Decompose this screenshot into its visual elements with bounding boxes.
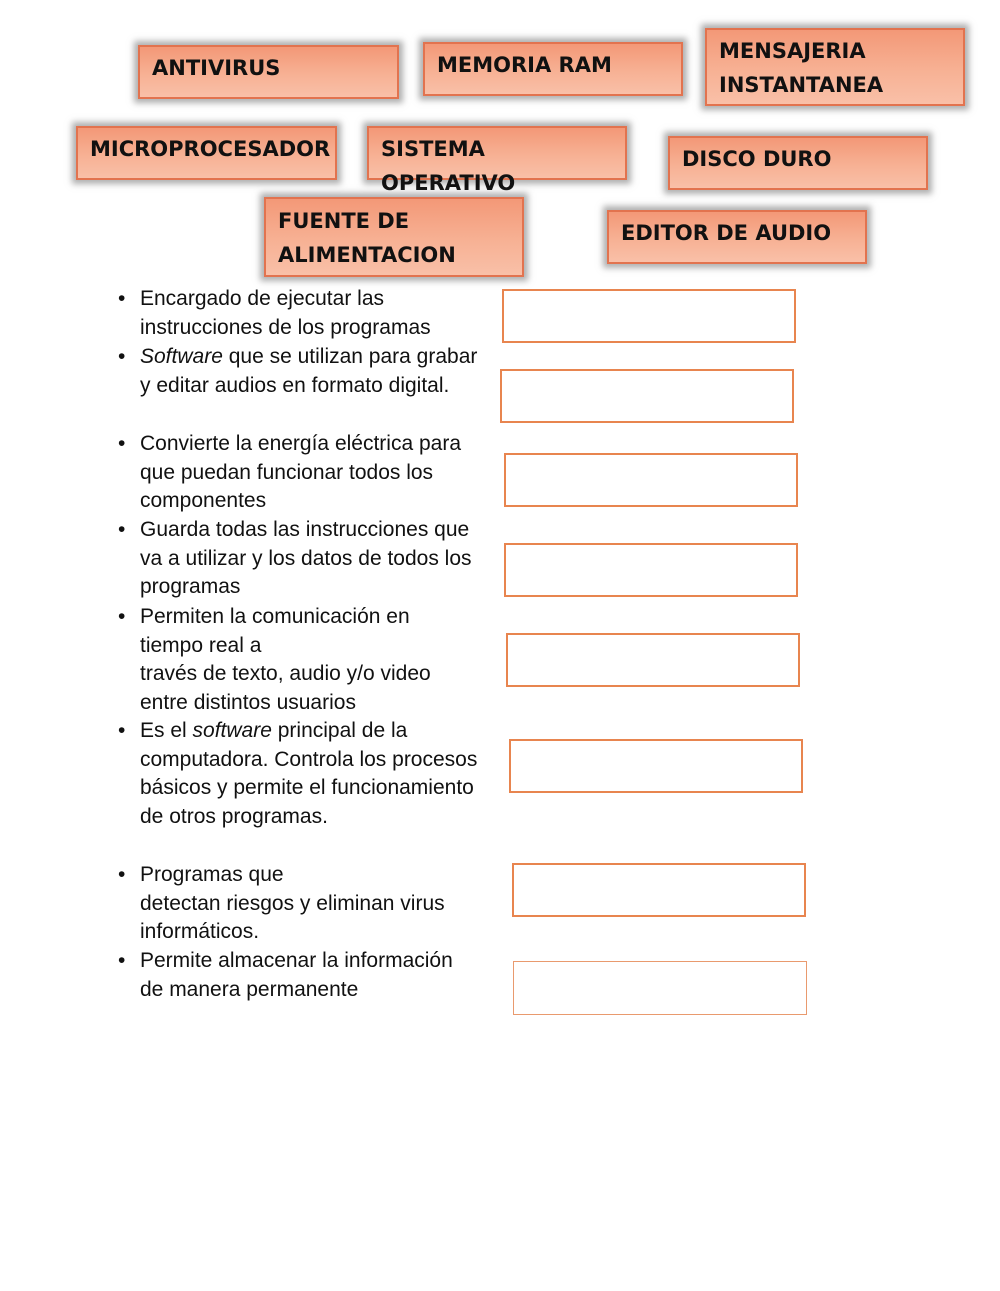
bullet: • xyxy=(118,863,126,886)
bullet: • xyxy=(118,518,126,541)
drop-box-5[interactable] xyxy=(506,633,800,687)
drop-box-6[interactable] xyxy=(509,739,803,793)
question-4 xyxy=(118,516,478,602)
drop-box-7[interactable] xyxy=(512,863,806,917)
tile-antivirus[interactable] xyxy=(138,45,399,99)
tile-memoria-ram[interactable] xyxy=(423,42,683,96)
question-2 xyxy=(118,343,478,400)
tile-label: MENSAJERIA INSTANTANEA xyxy=(719,39,884,97)
tile-editor-de-audio[interactable] xyxy=(607,210,867,264)
drop-box-1[interactable] xyxy=(502,289,796,343)
question-text: Convierte la energía eléctrica para que puedan funcionar todos los componentes xyxy=(140,432,462,513)
tile-label: MEMORIA RAM xyxy=(437,53,612,77)
question-5 xyxy=(118,603,478,717)
drop-box-4[interactable] xyxy=(504,543,798,597)
drop-box-8[interactable] xyxy=(513,961,807,1015)
bullet: • xyxy=(118,432,126,455)
tile-label: ANTIVIRUS xyxy=(152,56,281,80)
tile-mensajeria-instantanea[interactable] xyxy=(705,28,965,106)
question-text: Encargado de ejecutar las instrucciones de los programas xyxy=(140,287,431,339)
question-text: Es el software principal de la computadora. Controla los procesos básicos y permite el funcionamiento de otros programas. xyxy=(140,719,478,828)
question-text: Programas que detectan riesgos y eliminan virus informáticos. xyxy=(140,863,445,944)
tile-fuente-de-alimentacion[interactable] xyxy=(264,197,524,277)
drop-box-2[interactable] xyxy=(500,369,794,423)
tile-label: SISTEMA OPERATIVO xyxy=(381,137,516,195)
tile-microprocesador[interactable] xyxy=(76,126,337,180)
tile-label: FUENTE DE ALIMENTACION xyxy=(278,209,456,267)
question-text: Permite almacenar la información de manera permanente xyxy=(140,949,453,1001)
bullet: • xyxy=(118,345,126,368)
tile-label: EDITOR DE AUDIO xyxy=(621,221,832,245)
drop-box-3[interactable] xyxy=(504,453,798,507)
tile-disco-duro[interactable] xyxy=(668,136,928,190)
question-text: Software que se utilizan para grabar y editar audios en formato digital. xyxy=(140,345,478,397)
tile-sistema-operativo[interactable] xyxy=(367,126,627,195)
question-1 xyxy=(118,285,478,342)
bullet: • xyxy=(118,605,126,628)
bullet: • xyxy=(118,719,126,742)
question-7 xyxy=(118,861,478,947)
tile-label: MICROPROCESADOR xyxy=(90,137,331,161)
question-text: Guarda todas las instrucciones que va a utilizar y los datos de todos los programas xyxy=(140,518,472,599)
question-8 xyxy=(118,947,478,1004)
bullet: • xyxy=(118,949,126,972)
question-3 xyxy=(118,430,478,516)
bullet: • xyxy=(118,287,126,310)
tile-label: DISCO DURO xyxy=(682,147,832,171)
question-text: Permiten la comunicación en tiempo real a través de texto, audio y/o video entre distintos usuarios xyxy=(140,605,431,714)
question-6 xyxy=(118,717,478,831)
